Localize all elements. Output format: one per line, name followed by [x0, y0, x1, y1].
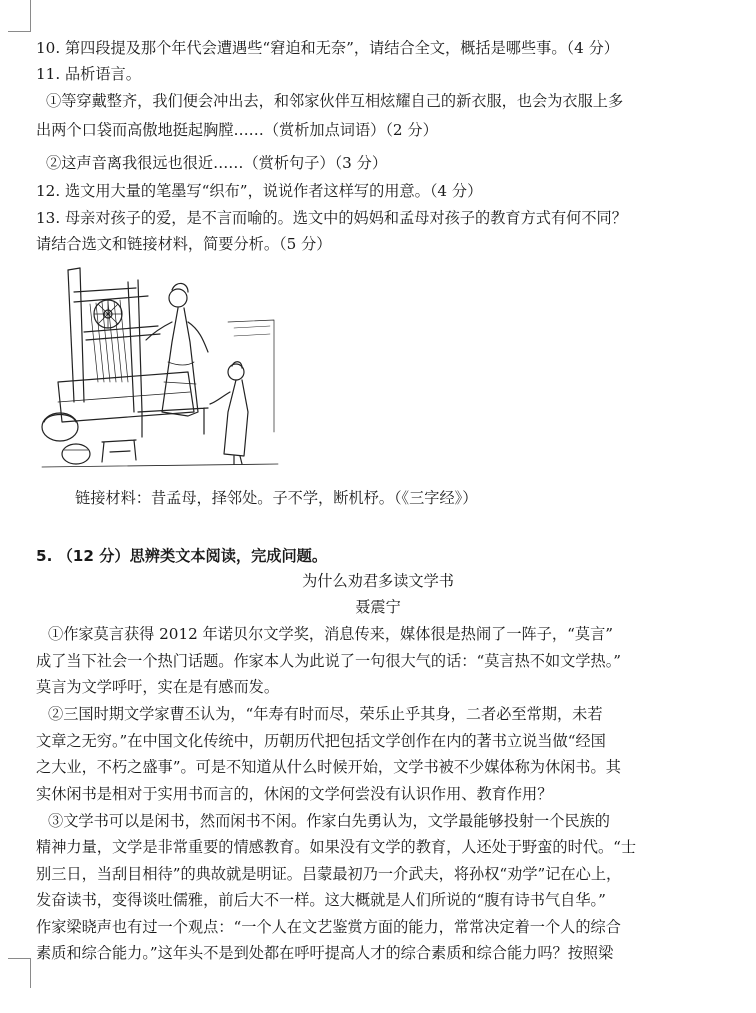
paragraph-2-line-3: 之大业，不朽之盛事”。可是不知道从什么时候开始，文学书被不少媒体称为休闲书。其: [36, 758, 621, 776]
question-11-part-1: ①等穿戴整齐，我们便会冲出去，和邻家伙伴互相炫耀自己的新衣服，也会为衣服上多: [46, 92, 624, 110]
question-10: 10. 第四段提及那个年代会遭遇些“窘迫和无奈”，请结合全文，概括是哪些事。（4 分）: [36, 39, 619, 57]
article-author: 聂震宁: [355, 598, 401, 616]
paragraph-3-line-1: ③文学书可以是闲书，然而闲书不闲。作家白先勇认为，文学最能够投射一个民族的: [48, 812, 610, 830]
paragraph-3-line-5: 作家梁晓声也有过一个观点：“一个人在文艺鉴赏方面的能力，常常决定着一个人的综合: [36, 918, 621, 936]
paragraph-1-line-1: ①作家莫言获得 2012 年诺贝尔文学奖，消息传来，媒体很是热闹了一阵子，“莫言”: [48, 625, 614, 643]
paragraph-2-line-4: 实休闲书是相对于实用书而言的，休闲的文学何尝没有认识作用、教育作用？: [36, 785, 553, 803]
crop-mark-bottom-vertical: [30, 958, 31, 988]
paragraph-1-line-3: 莫言为文学呼吁，实在是有感而发。: [36, 678, 279, 696]
question-11: 11. 品析语言。: [36, 65, 141, 83]
paragraph-3-line-3: 别三日，当刮目相待”的典故就是明证。吕蒙最初乃一介武夫，将孙权“劝学”记在心上，: [36, 865, 622, 883]
question-13-cont: 请结合选文和链接材料，简要分析。（5 分）: [36, 235, 332, 253]
paragraph-3-line-6: 素质和综合能力。”这年头不是到处都在呼吁提高人才的综合素质和综合能力吗？按照梁: [36, 944, 614, 962]
link-material: 链接材料：昔孟母，择邻处。子不学，断机杼。（《三字经》）: [75, 489, 478, 507]
weaving-illustration: [38, 262, 282, 472]
paragraph-1-line-2: 成了当下社会一个热门话题。作家本人为此说了一句很大气的话：“莫言热不如文学热。”: [36, 652, 622, 670]
paragraph-2-line-2: 文章之无穷。”在中国文化传统中，历朝历代把包括文学创作在内的著书立说当做“经国: [36, 732, 606, 750]
question-13: 13. 母亲对孩子的爱，是不言而喻的。选文中的妈妈和孟母对孩子的教育方式有何不同？: [36, 209, 627, 227]
paragraph-3-line-4: 发奋读书，变得谈吐儒雅，前后大不一样。这大概就是人们所说的“腹有诗书气自华。”: [36, 891, 606, 909]
question-11-part-2: ②这声音离我很远也很近……（赏析句子）（3 分）: [46, 154, 388, 172]
paragraph-2-line-1: ②三国时期文学家曹丕认为，“年寿有时而尽，荣乐止乎其身，二者必至常期，未若: [48, 705, 603, 723]
article-title: 为什么劝君多读文学书: [302, 572, 454, 590]
paragraph-3-line-2: 精神力量，文学是非常重要的情感教育。如果没有文学的教育，人还处于野蛮的时代。“士: [36, 838, 637, 856]
crop-mark-bottom-horizontal: [8, 958, 31, 959]
crop-mark-top-horizontal: [8, 31, 31, 32]
crop-mark-top-vertical: [30, 0, 31, 32]
question-11-part-1-cont: 出两个口袋而高傲地挺起胸膛……（赏析加点词语）（2 分）: [36, 121, 438, 139]
question-12: 12. 选文用大量的笔墨写“织布”，说说作者这样写的用意。（4 分）: [36, 182, 483, 200]
section-heading: 5. （12 分）思辨类文本阅读，完成问题。: [36, 547, 328, 565]
